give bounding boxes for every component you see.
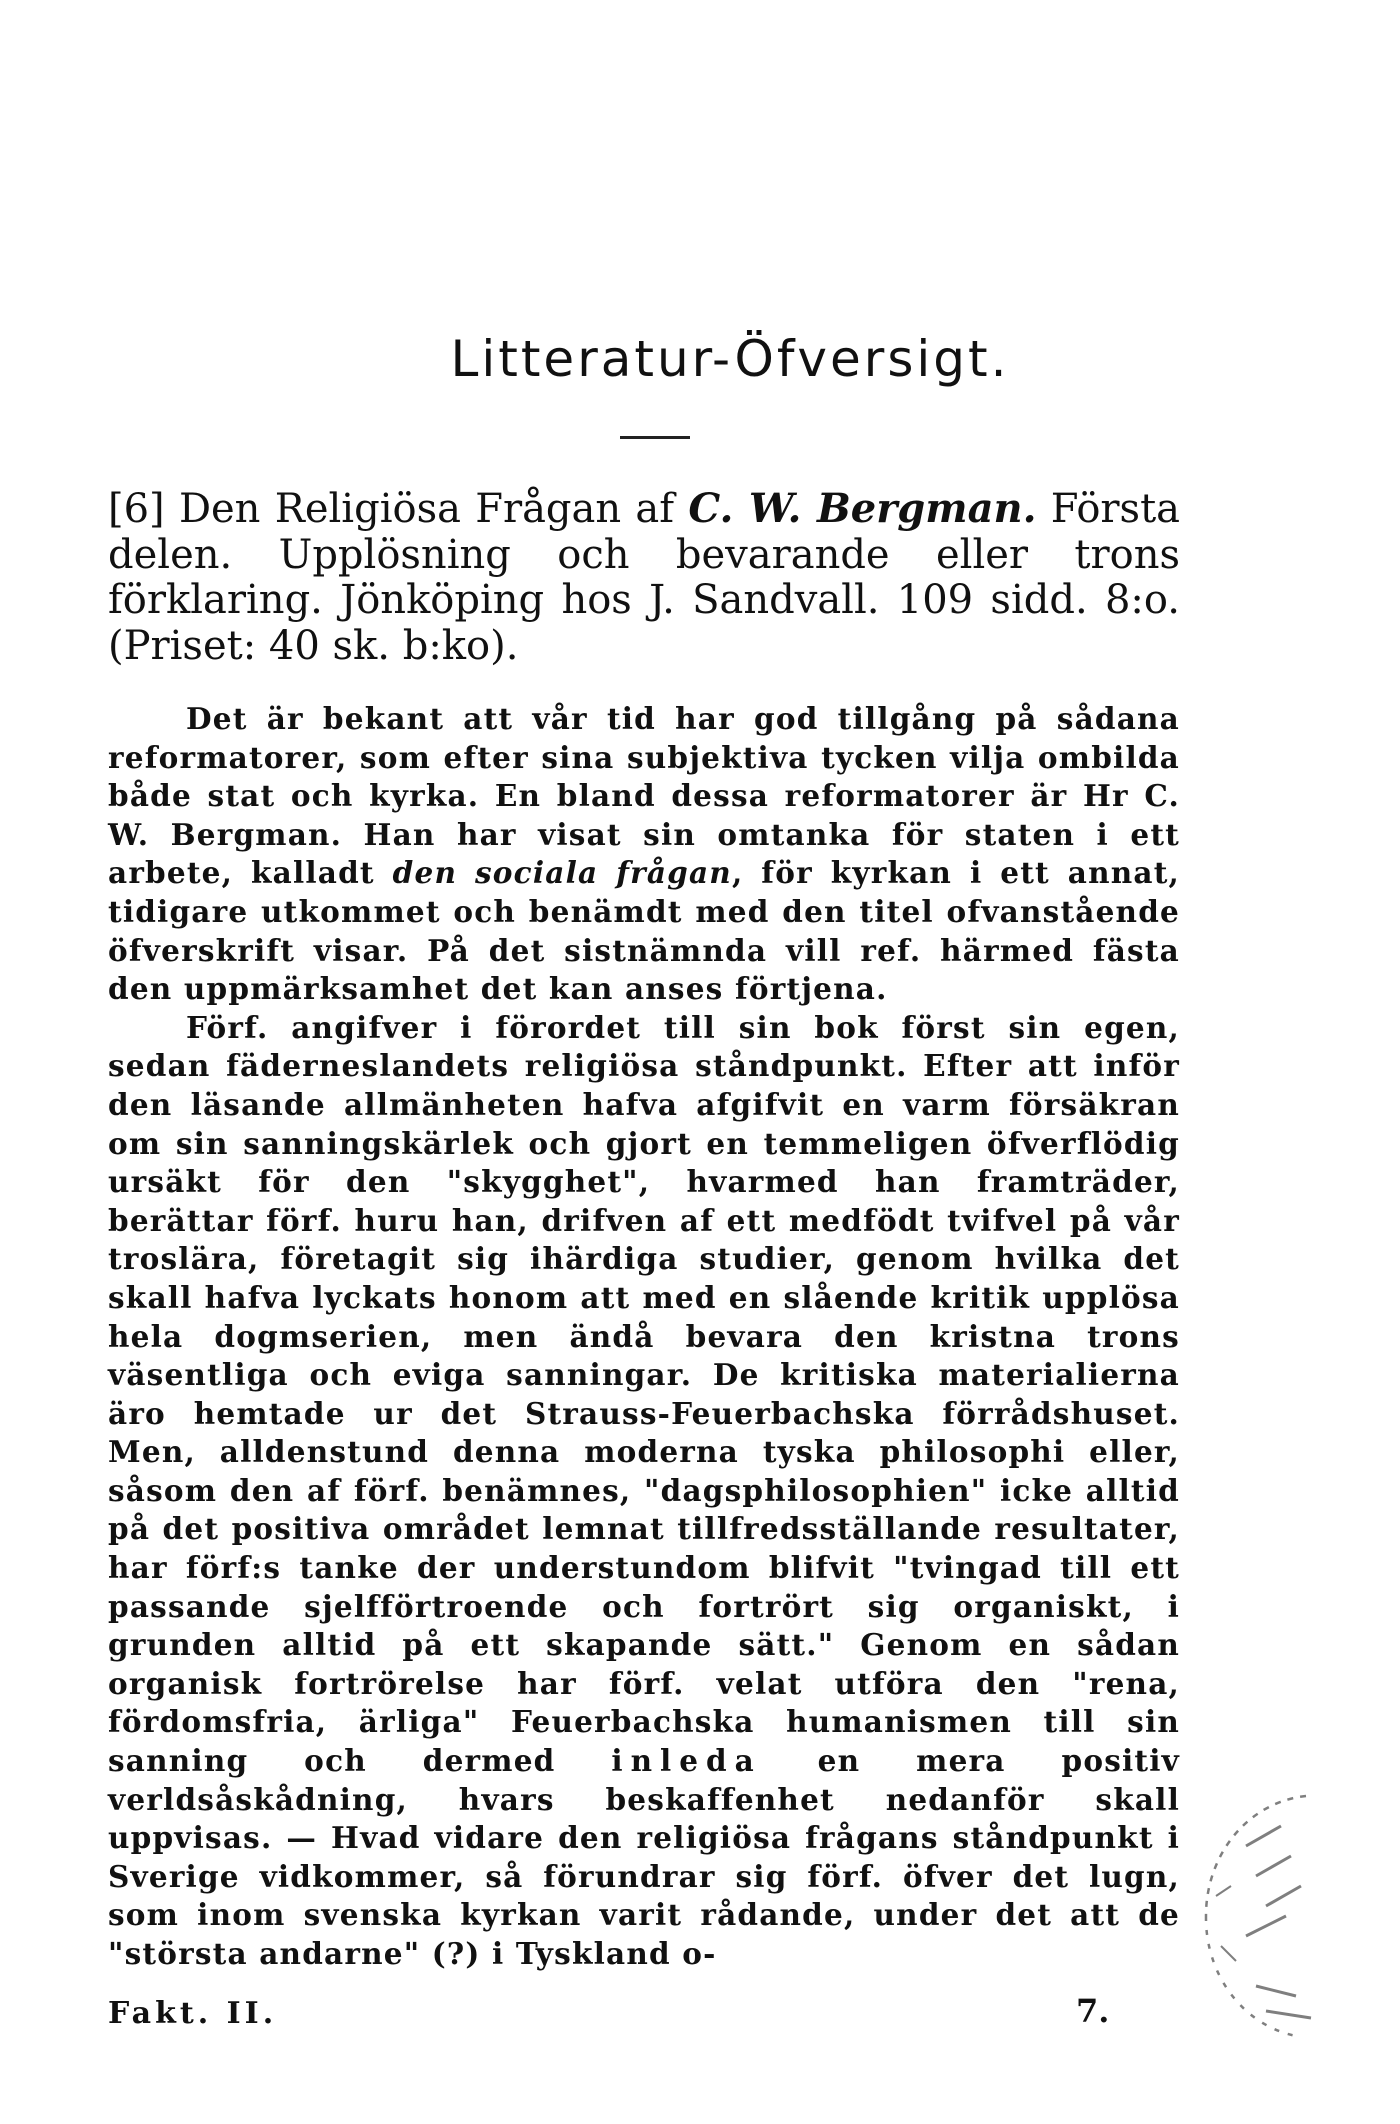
page-title: Litteratur-Öfversigt. bbox=[450, 330, 1010, 388]
entry-number: [6] bbox=[108, 486, 165, 532]
entry-details: Första delen. Upplösning och bevarande eller trons förklaring. Jönköping hos J. Sandvall. 109 sidd. 8:o. (Priset: 40 sk. b:ko). bbox=[108, 486, 1180, 669]
paragraph-2 bbox=[108, 1009, 1180, 1974]
bibliographic-entry bbox=[108, 486, 1180, 669]
page-number: 7. bbox=[1076, 1992, 1110, 2030]
title-divider bbox=[620, 436, 690, 439]
paragraph-1-text-b: , för kyrkan i ett annat, tidigare utkommet och benämdt med den titel ofvanstående öfverskrift visar. På det sistnämnda vill ref. härmed fästa den uppmärksamhet det kan anses förtjena. bbox=[108, 855, 1180, 1007]
paragraph-2-text-b: en mera positiv verldsåskådning, hvars beskaffenhet nedanför skall uppvisas. — Hvad vidare den religiösa frågans ståndpunkt i Sverige vidkommer, så förundrar sig förf. öfver det lugn, som inom svenska kyrkan varit rådande, under det att de "största andarne" (?) i Tyskland o- bbox=[108, 1743, 1180, 1971]
library-stamp-icon bbox=[1186, 1786, 1386, 2046]
entry-author: C. W. Bergman. bbox=[688, 485, 1037, 532]
paragraph-1-text-a: Det är bekant att vår tid har god tillgång på sådana reformatorer, som efter sina subjektiva tycken vilja ombilda både stat och kyrka. En bland dessa reformatorer är Hr C. W. Bergman. Han har visat sin omtanka för staten i ett arbete, kalladt bbox=[108, 701, 1180, 891]
entry-lead: Den Religiösa Frågan af bbox=[164, 486, 689, 532]
review-body bbox=[108, 700, 1180, 1974]
paragraph-1 bbox=[108, 700, 1180, 1009]
paragraph-2-text-a: Förf. angifver i förordet till sin bok först sin egen, sedan fäderneslandets religiösa ståndpunkt. Efter att inför den läsande allmänheten hafva afgifvit en varm försäkran om sin sanningskärlek och gjort en temmeligen öfverflödig ursäkt för den "skygghet", hvarmed han framträder, berättar förf. huru han, drifven af ett medfödt tvifvel på vår troslära, företagit sig ihärdiga studier, genom hvilka det skall hafva lyckats honom att med en slående kritik upplösa hela dogmserien, men ändå bevara den kristna trons väsentliga och eviga sanningar. De kritiska materialierna äro hemtade ur det Strauss-Feuerbachska förrådshuset. Men, alldenstund denna moderna tyska philosophi eller, såsom den af förf. benämnes, "dagsphilosophien" icke alltid på det positiva området lemnat tillfredsställande resultater, har förf:s tanke der understundom blifvit "tvingad till ett passande sjelfförtroende och fortrört sig organiskt, i grunden alltid på ett skapande sätt." Genom en sådan organisk fortrörelse har förf. velat utföra den "rena, fördomsfria, ärliga" Feuerbachska humanismen till sin sanning och dermed bbox=[108, 1009, 1180, 1779]
paragraph-1-italic: den sociala frågan bbox=[392, 855, 732, 891]
footer-signature: Fakt. II. bbox=[108, 1996, 278, 2031]
paragraph-2-spaced: inleda bbox=[611, 1743, 762, 1779]
